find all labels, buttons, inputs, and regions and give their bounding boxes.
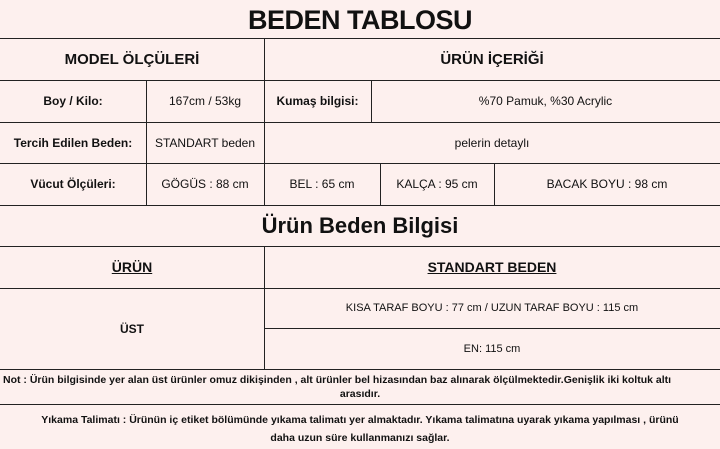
washing-instruction [0, 413, 720, 447]
washing-line-1: Yıkama Talimatı : Ürünün iç etiket bölümünde yıkama talimatı yer almaktadır. Yıkama talimatına uyarak yıkama yapılması , ürünü [41, 414, 679, 426]
note-line-1: Not : Ürün bilgisinde yer alan üst ürünler omuz dikişinden , alt ürünler bel hizasından baz alınarak ölçülmektedir.Genişlik iki koltuk altı [3, 374, 672, 386]
urun-icerigi-header: ÜRÜN İÇERİĞİ [440, 50, 544, 68]
kumas-label: Kumaş bilgisi: [276, 94, 359, 108]
bacak-value: BACAK BOYU : 98 cm [546, 177, 668, 191]
boy-kilo-value: 167cm / 53kg [168, 94, 242, 108]
divider [0, 369, 720, 370]
model-olculeri-header: MODEL ÖLÇÜLERİ [64, 50, 200, 68]
vucut-label: Vücut Ölçüleri: [30, 177, 116, 191]
note-text [0, 373, 720, 403]
standart-beden-column-header: STANDART BEDEN [427, 259, 557, 275]
boy-measure: KISA TARAF BOYU : 77 cm / UZUN TARAF BOYU : 115 cm [345, 302, 639, 314]
bel-value: BEL : 65 cm [289, 177, 355, 191]
gogus-value: GÖGÜS : 88 cm [161, 177, 249, 191]
tercih-label: Tercih Edilen Beden: [13, 135, 133, 150]
washing-line-2: daha uzun süre kullanmanızı sağlar. [270, 432, 450, 444]
boy-kilo-label: Boy / Kilo: [43, 94, 103, 108]
page-title: BEDEN TABLOSU [247, 5, 472, 35]
en-measure: EN: 115 cm [463, 342, 521, 355]
kumas-value: %70 Pamuk, %30 Acrylic [478, 94, 613, 108]
urun-column-header: ÜRÜN [111, 259, 153, 275]
ust-label: ÜST [120, 321, 144, 336]
note-line-2: arasıdır. [339, 388, 381, 400]
kalca-value: KALÇA : 95 cm [396, 177, 478, 191]
tercih-value: STANDART beden [154, 135, 256, 150]
section-title: Ürün Beden Bilgisi [261, 213, 459, 238]
divider [0, 404, 720, 405]
detay-value: pelerin detaylı [454, 135, 530, 150]
